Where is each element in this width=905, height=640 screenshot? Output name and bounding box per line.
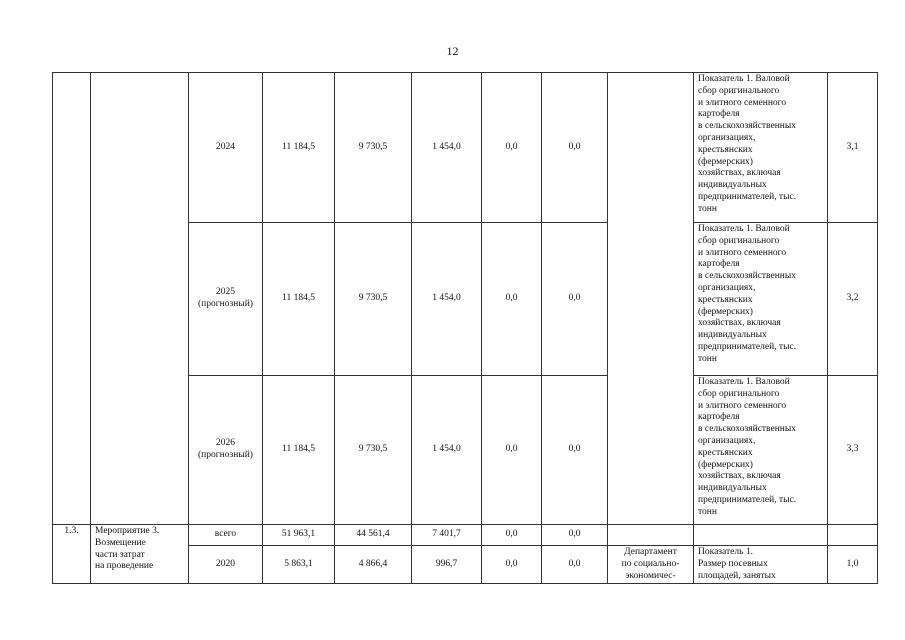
cell-total: 5 863,1 bbox=[263, 546, 335, 584]
cell-other: 0,0 bbox=[542, 376, 608, 525]
cell-total: 11 184,5 bbox=[263, 73, 335, 223]
cell-federal: 9 730,5 bbox=[335, 223, 412, 376]
cell-regional: 1 454,0 bbox=[412, 376, 482, 525]
cell-other: 0,0 bbox=[542, 525, 608, 546]
cell-regional: 1 454,0 bbox=[412, 223, 482, 376]
cell-federal: 4 866,4 bbox=[335, 546, 412, 584]
cell-year: 2024 bbox=[189, 73, 263, 223]
cell-indicator bbox=[694, 525, 828, 546]
table-row bbox=[53, 525, 878, 546]
cell-federal: 9 730,5 bbox=[335, 73, 412, 223]
cell-name bbox=[91, 73, 189, 525]
cell-executor bbox=[608, 73, 694, 525]
cell-year: 2020 bbox=[189, 546, 263, 584]
cell-executor: Департамент по социально- экономичес- bbox=[608, 546, 694, 584]
cell-other: 0,0 bbox=[542, 546, 608, 584]
cell-local: 0,0 bbox=[482, 73, 542, 223]
cell-number: 1.3. bbox=[53, 525, 91, 584]
cell-indicator-value: 1,0 bbox=[828, 546, 878, 584]
cell-indicator: Показатель 1. Валовой сбор оригинального и элитного семенного картофеля в сельскохозяйственных организациях, крестьянских (фермерских) хозяйствах, включая индивидуальных предпринимателей, тыс. тонн bbox=[694, 73, 828, 223]
cell-other: 0,0 bbox=[542, 223, 608, 376]
cell-local: 0,0 bbox=[482, 546, 542, 584]
cell-regional: 7 401,7 bbox=[412, 525, 482, 546]
cell-local: 0,0 bbox=[482, 525, 542, 546]
page-number: 12 bbox=[446, 44, 459, 58]
cell-total: 51 963,1 bbox=[263, 525, 335, 546]
cell-indicator-value: 3,2 bbox=[828, 223, 878, 376]
cell-name: Мероприятие 3. Возмещение части затрат на проведение bbox=[91, 525, 189, 584]
cell-regional: 996,7 bbox=[412, 546, 482, 584]
cell-year: 2025 (прогнозный) bbox=[189, 223, 263, 376]
cell-year: 2026 (прогнозный) bbox=[189, 376, 263, 525]
table-row bbox=[53, 73, 878, 223]
program-table bbox=[52, 72, 878, 584]
cell-indicator-value: 3,1 bbox=[828, 73, 878, 223]
cell-executor bbox=[608, 525, 694, 546]
cell-indicator: Показатель 1. Валовой сбор оригинального и элитного семенного картофеля в сельскохозяйственных организациях, крестьянских (фермерских) хозяйствах, включая индивидуальных предпринимателей, тыс. тонн bbox=[694, 223, 828, 376]
cell-year: всего bbox=[189, 525, 263, 546]
cell-local: 0,0 bbox=[482, 223, 542, 376]
cell-local: 0,0 bbox=[482, 376, 542, 525]
cell-total: 11 184,5 bbox=[263, 376, 335, 525]
cell-total: 11 184,5 bbox=[263, 223, 335, 376]
cell-regional: 1 454,0 bbox=[412, 73, 482, 223]
cell-other: 0,0 bbox=[542, 73, 608, 223]
cell-indicator: Показатель 1. Валовой сбор оригинального и элитного семенного картофеля в сельскохозяйственных организациях, крестьянских (фермерских) хозяйствах, включая индивидуальных предпринимателей, тыс. тонн bbox=[694, 376, 828, 525]
cell-indicator-value: 3,3 bbox=[828, 376, 878, 525]
cell-number bbox=[53, 73, 91, 525]
cell-indicator: Показатель 1. Размер посевных площадей, занятых bbox=[694, 546, 828, 584]
cell-federal: 9 730,5 bbox=[335, 376, 412, 525]
cell-indicator-value bbox=[828, 525, 878, 546]
cell-federal: 44 561,4 bbox=[335, 525, 412, 546]
